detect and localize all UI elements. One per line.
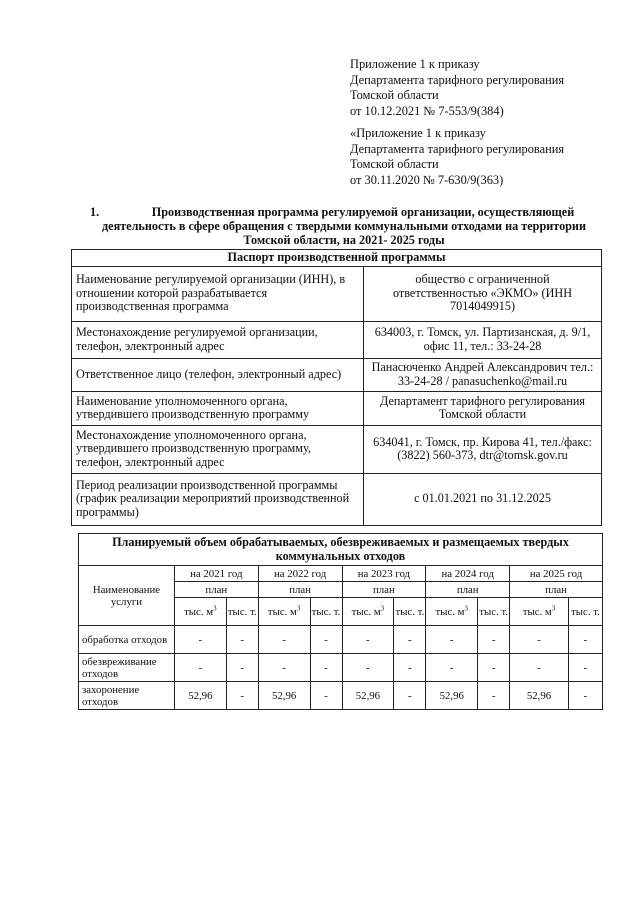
service-name: обезвреживание отходов [79,654,175,682]
year-header: на 2022 год [258,566,342,582]
passport-label: Период реализации производственной программы (график реализации мероприятий производственной программы) [72,473,364,525]
passport-value: 634003, г. Томск, ул. Партизанская, д. 9/1, офис 11, тел.: 33-24-28 [364,321,602,358]
unit-m3-header [174,598,226,626]
passport-label: Местонахождение регулируемой организации, телефон, электронный адрес [72,321,364,358]
service-name: обработка отходов [79,626,175,654]
volume-cell: - [226,626,258,654]
volume-cell: - [342,626,394,654]
unit-t-header: тыс. т. [226,598,258,626]
unit-m3-header [342,598,394,626]
volume-cell: - [568,654,602,682]
year-header: на 2021 год [174,566,258,582]
plan-header: план [174,582,258,598]
volume-cell: - [174,654,226,682]
previous-order-header [350,126,630,188]
unit-t-header: тыс. т. [394,598,426,626]
unit-m3-header [426,598,478,626]
header-line: Томской области [350,157,439,171]
unit-m3-text: тыс. м [184,605,214,618]
volume-cell: - [510,626,569,654]
volume-cell: - [258,654,310,682]
passport-label: Наименование регулируемой организации (ИНН), в отношении которой разрабатывается производственная программа [72,266,364,321]
unit-m3-text: тыс. м [435,605,465,618]
volume-cell: - [568,682,602,710]
unit-m3-superscript: 3 [464,603,468,612]
year-header-row [79,566,603,582]
header-line: от 30.11.2020 № 7-630/9(363) [350,172,504,187]
table-row [72,473,602,525]
passport-heading: Паспорт производственной программы [72,250,602,267]
unit-m3-text: тыс. м [351,605,381,618]
table-row [72,425,602,473]
unit-t-header: тыс. т. [478,598,510,626]
header-line: Приложение 1 к приказу [350,57,480,71]
year-header: на 2025 год [510,566,603,582]
volume-cell: - [342,654,394,682]
unit-m3-header [258,598,310,626]
volume-cell: - [478,654,510,682]
volume-cell: 52,96 [258,682,310,710]
volume-cell: - [478,626,510,654]
unit-m3-superscript: 3 [380,603,385,612]
title-line: Производственная программа регулируемой организации, осуществляющей [151,205,575,219]
header-line: Департамента тарифного регулирования [350,141,565,156]
volume-cell: - [226,682,258,710]
table-row [72,358,602,391]
unit-t-header: тыс. т. [568,598,602,626]
header-line: Департамента тарифного регулирования [350,72,565,87]
table-row [79,654,603,682]
volume-cell: - [310,682,342,710]
plan-header: план [258,582,342,598]
volume-heading: Планируемый объем обрабатываемых, обезвреживаемых и размещаемых твердых коммунальных отходов [79,534,603,566]
service-header: Наименование услуги [79,566,175,626]
volume-cell: 52,96 [342,682,394,710]
header-line: от 10.12.2021 № 7-553/9(384) [350,103,504,118]
volume-cell: - [426,626,478,654]
passport-value: 634041, г. Томск, пр. Кирова 41, тел./факс: (3822) 560-373, dtr@tomsk.gov.ru [364,425,602,473]
unit-m3-text: тыс. м [267,605,297,618]
planned-volume-table [78,533,603,710]
volume-cell: - [394,682,426,710]
unit-m3-superscript: 3 [551,603,556,612]
header-line: «Приложение 1 к приказу [350,126,486,140]
plan-header: план [342,582,426,598]
plan-header: план [426,582,510,598]
volume-cell: - [426,654,478,682]
year-header: на 2024 год [426,566,510,582]
volume-cell: - [510,654,569,682]
plan-header: план [510,582,603,598]
unit-m3-header [510,598,569,626]
passport-heading-row [72,250,602,267]
title-line: деятельность в сфере обращения с твердыми коммунальными отходами на территории [102,219,586,233]
volume-cell: 52,96 [174,682,226,710]
volume-cell: - [568,626,602,654]
unit-t-header: тыс. т. [310,598,342,626]
passport-value: Департамент тарифного регулирования Томской области [364,391,602,425]
section-number: 1. [90,205,100,219]
table-row [72,391,602,425]
volume-cell: - [310,654,342,682]
table-row [79,626,603,654]
volume-cell: 52,96 [426,682,478,710]
passport-label: Ответственное лицо (телефон, электронный адрес) [72,358,364,391]
year-header: на 2023 год [342,566,426,582]
unit-m3-text: тыс. м [522,605,552,618]
order-attachment-header [350,57,630,119]
volume-cell: - [258,626,310,654]
passport-value: общество с ограниченной ответственностью «ЭКМО» (ИНН 7014049915) [364,266,602,321]
volume-cell: - [174,626,226,654]
unit-m3-superscript: 3 [296,603,301,612]
volume-cell: - [394,626,426,654]
header-line: Томской области [350,88,439,102]
volume-cell: - [478,682,510,710]
table-row [72,266,602,321]
volume-heading-row [79,534,603,566]
passport-table [71,249,602,526]
unit-m3-superscript: 3 [213,603,217,612]
volume-cell: - [394,654,426,682]
passport-value: с 01.01.2021 по 31.12.2025 [364,473,602,525]
table-row [79,682,603,710]
volume-cell: 52,96 [510,682,569,710]
title-line: Томской области, на 2021- 2025 годы [243,233,445,247]
passport-label: Местонахождение уполномоченного органа, утвердившего производственную программу, телефон, электронный адрес [72,425,364,473]
volume-cell: - [226,654,258,682]
volume-cell: - [310,626,342,654]
table-row [72,321,602,358]
passport-label: Наименование уполномоченного органа, утвердившего производственную программу [72,391,364,425]
service-name: захоронение отходов [79,682,175,710]
document-title [82,205,606,247]
passport-value: Панасюченко Андрей Александрович тел.: 33-24-28 / panasuchenko@mail.ru [364,358,602,391]
